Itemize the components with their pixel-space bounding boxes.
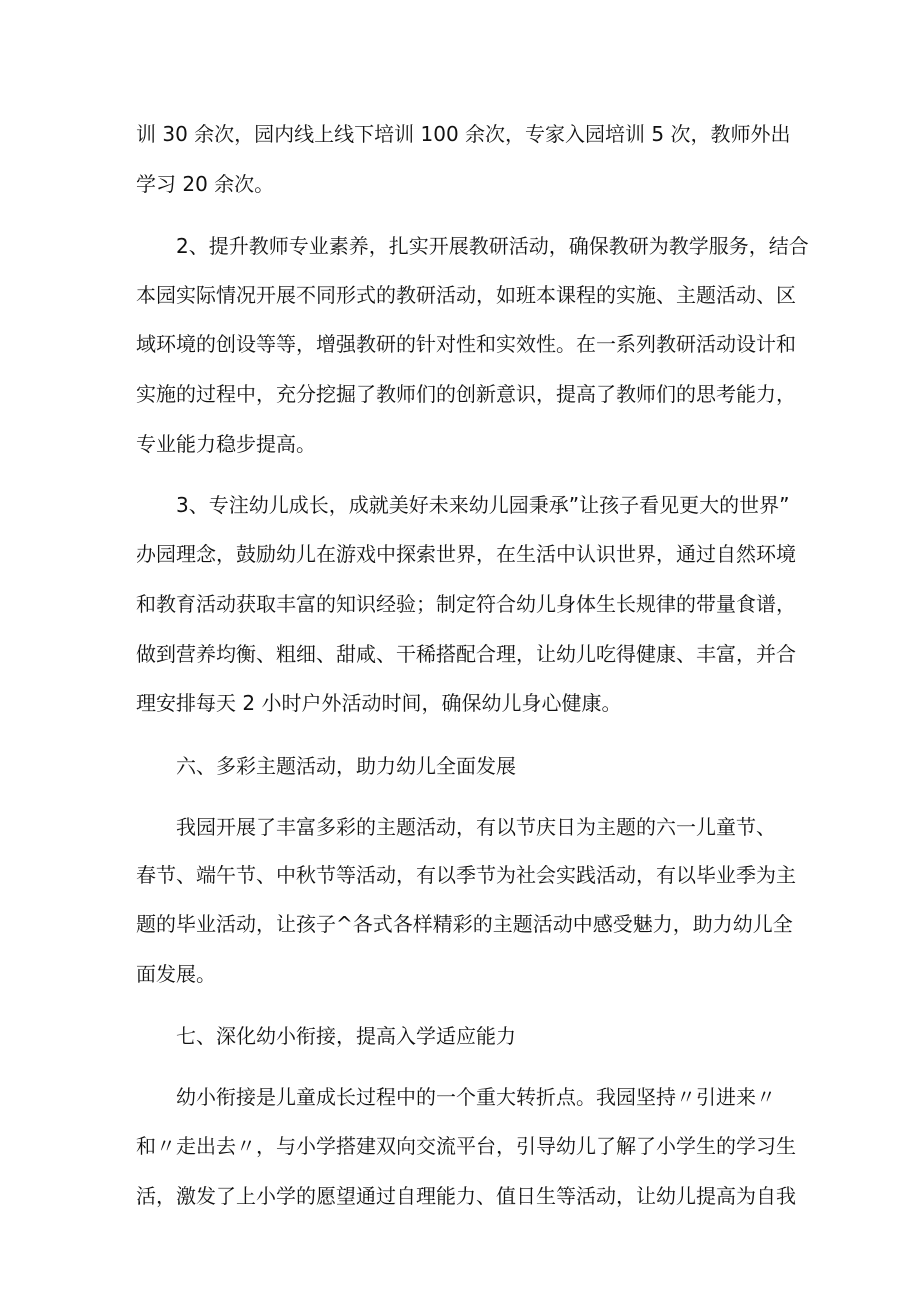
paragraph-5-line-1: 幼小衔接是儿童成长过程中的一个重大转折点。我园坚持〃引进来〃: [176, 1085, 776, 1109]
section-heading-7: 七、深化幼小衔接，提高入学适应能力: [176, 1024, 516, 1048]
paragraph-4-line-4: 面发展。: [136, 962, 216, 986]
paragraph-1-line-2: 学习 20 余次。: [136, 172, 275, 196]
paragraph-2-line-1: 2、提升教师专业素养，扎实开展教研活动，确保教研为教学服务，结合: [176, 234, 809, 258]
paragraph-4-line-3: 题的毕业活动，让孩子^各式各样精彩的主题活动中感受魅力，助力幼儿全: [136, 912, 793, 936]
paragraph-4-line-2: 春节、端午节、中秋节等活动，有以季节为社会实践活动，有以毕业季为主: [136, 863, 796, 887]
paragraph-3-line-4: 做到营养均衡、粗细、甜咸、干稀搭配合理，让幼儿吃得健康、丰富，并合: [136, 642, 796, 666]
paragraph-2-line-3: 域环境的创设等等，增强教研的针对性和实效性。在一系列教研活动设计和: [136, 332, 796, 356]
paragraph-2-line-2: 本园实际情况开展不同形式的教研活动，如班本课程的实施、主题活动、区: [136, 283, 796, 307]
paragraph-3-line-1: 3、专注幼儿成长，成就美好未来幼儿园秉承”让孩子看见更大的世界”: [176, 493, 790, 517]
paragraph-2-line-4: 实施的过程中，充分挖掘了教师们的创新意识，提高了教师们的思考能力，: [136, 382, 796, 406]
section-heading-6: 六、多彩主题活动，助力幼儿全面发展: [176, 754, 516, 778]
paragraph-3-line-2: 办园理念，鼓励幼儿在游戏中探索世界，在生活中认识世界，通过自然环境: [136, 542, 796, 566]
paragraph-3-line-5: 理安排每天 2 小时户外活动时间，确保幼儿身心健康。: [136, 691, 622, 715]
paragraph-1-line-1: 训 30 余次，园内线上线下培训 100 余次，专家入园培训 5 次，教师外出: [136, 122, 791, 146]
paragraph-4-line-1: 我园开展了丰富多彩的主题活动，有以节庆日为主题的六一儿童节、: [176, 815, 776, 839]
paragraph-5-line-2: 和〃走出去〃，与小学搭建双向交流平台，引导幼儿了解了小学生的学习生: [136, 1134, 796, 1158]
paragraph-3-line-3: 和教育活动获取丰富的知识经验；制定符合幼儿身体生长规律的带量食谱，: [136, 592, 796, 616]
paragraph-5-line-3: 活，激发了上小学的愿望通过自理能力、值日生等活动，让幼儿提高为自我: [136, 1184, 796, 1208]
paragraph-2-line-5: 专业能力稳步提高。: [136, 432, 316, 456]
